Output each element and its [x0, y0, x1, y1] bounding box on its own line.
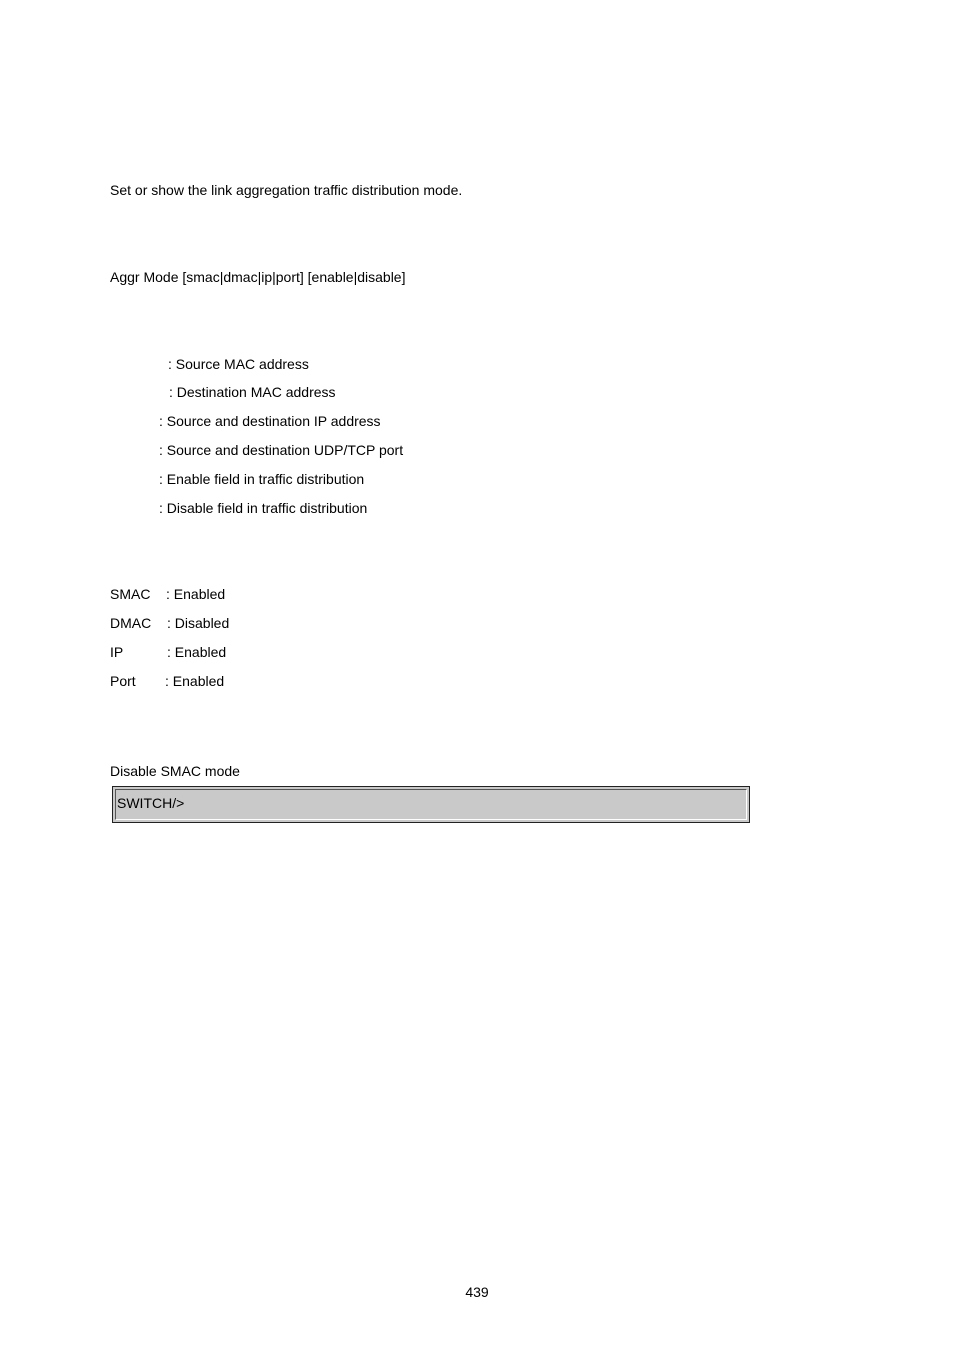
command-prompt-text: SWITCH/>: [117, 795, 185, 811]
default-field-value: : Enabled: [167, 644, 227, 660]
default-field-value: : Enabled: [165, 673, 225, 689]
description-text: Set or show the link aggregation traffic distribution mode.: [110, 182, 463, 198]
command-example-inner: [115, 789, 747, 820]
page-number: 439: [465, 1284, 489, 1300]
parameter-port-desc: : Source and destination UDP/TCP port: [159, 442, 404, 458]
default-field-name: IP: [110, 644, 124, 660]
command-example-box: [112, 786, 750, 823]
parameter-smac-desc: : Source MAC address: [168, 356, 309, 372]
syntax-text: Aggr Mode [smac|dmac|ip|port] [enable|disable]: [110, 269, 406, 285]
parameter-ip-desc: : Source and destination IP address: [159, 413, 381, 429]
default-field-name: DMAC: [110, 615, 152, 631]
parameter-enable-desc: : Enable field in traffic distribution: [159, 471, 365, 487]
example-caption: Disable SMAC mode: [110, 763, 240, 779]
parameter-dmac-desc: : Destination MAC address: [169, 384, 336, 400]
default-field-value: : Enabled: [166, 586, 226, 602]
default-field-value: : Disabled: [167, 615, 230, 631]
default-field-name: SMAC: [110, 586, 151, 602]
parameter-disable-desc: : Disable field in traffic distribution: [159, 500, 368, 516]
default-field-name: Port: [110, 673, 136, 689]
